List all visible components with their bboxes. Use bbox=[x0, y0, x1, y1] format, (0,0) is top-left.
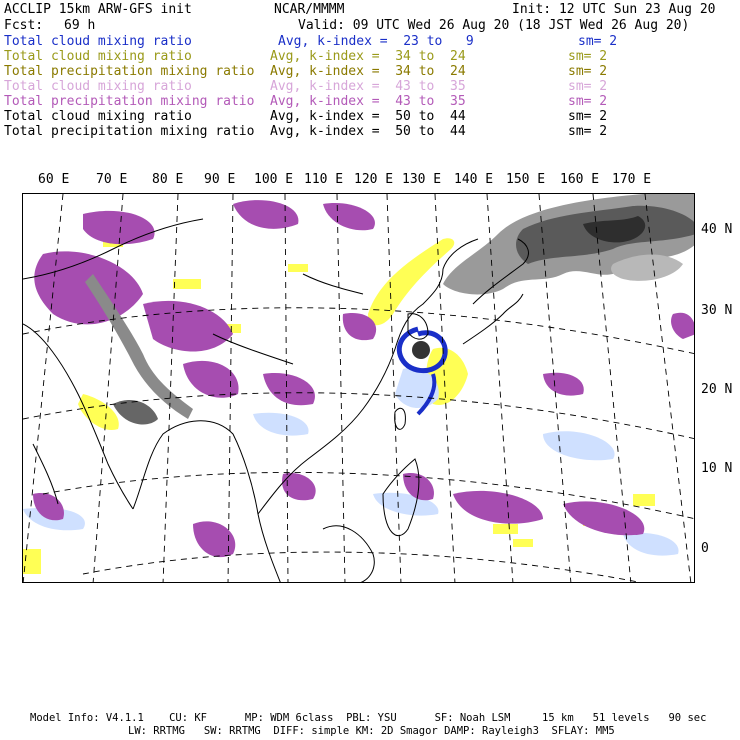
map-canvas bbox=[23, 194, 695, 583]
lon-label: 110 E bbox=[304, 172, 344, 187]
lon-label: 70 E bbox=[96, 172, 128, 187]
lon-label: 130 E bbox=[402, 172, 442, 187]
legend-avg: Avg, k-index = 23 to 9 bbox=[278, 34, 474, 49]
init-time: Init: 12 UTC Sun 23 Aug 20 bbox=[512, 2, 716, 17]
legend-sm: sm= 2 bbox=[578, 34, 618, 49]
lon-label: 80 E bbox=[152, 172, 184, 187]
legend-sm: sm= 2 bbox=[568, 124, 608, 139]
legend-avg: Avg, k-index = 43 to 35 bbox=[270, 94, 466, 109]
lon-label: 60 E bbox=[38, 172, 70, 187]
legend-field: Total cloud mixing ratio bbox=[4, 79, 192, 94]
forecast-label: Fcst: bbox=[4, 18, 44, 33]
lat-label: 0 bbox=[701, 541, 709, 556]
lon-label: 100 E bbox=[254, 172, 294, 187]
legend-sm: sm= 2 bbox=[568, 49, 608, 64]
lon-label: 170 E bbox=[612, 172, 652, 187]
lat-label: 20 N bbox=[701, 382, 733, 397]
valid-time: Valid: 09 UTC Wed 26 Aug 20 (18 JST Wed 26 Aug 20) bbox=[298, 18, 690, 33]
legend-avg: Avg, k-index = 50 to 44 bbox=[270, 124, 466, 139]
lon-label: 120 E bbox=[354, 172, 394, 187]
model-info-line1: Model Info: V4.1.1 CU: KF MP: WDM 6class PBL: YSU SF: Noah LSM 15 km 51 levels 90 sec bbox=[30, 712, 707, 724]
org-label: NCAR/MMMM bbox=[274, 2, 345, 17]
legend-sm: sm= 2 bbox=[568, 79, 608, 94]
legend-sm: sm= 2 bbox=[568, 94, 608, 109]
cloud-gray-india bbox=[113, 400, 158, 424]
lon-label: 150 E bbox=[506, 172, 546, 187]
model-info-line2: LW: RRTMG SW: RRTMG DIFF: simple KM: 2D Smagor DAMP: Rayleigh3 SFLAY: MM5 bbox=[128, 725, 615, 737]
legend-field: Total precipitation mixing ratio bbox=[4, 64, 255, 79]
legend-field: Total cloud mixing ratio bbox=[4, 34, 192, 49]
model-title: ACCLIP 15km ARW-GFS init bbox=[4, 2, 192, 17]
cloud-light-blue bbox=[23, 368, 679, 556]
legend-field: Total cloud mixing ratio bbox=[4, 49, 192, 64]
legend-field: Total cloud mixing ratio bbox=[4, 109, 192, 124]
legend-sm: sm= 2 bbox=[568, 64, 608, 79]
lat-label: 30 N bbox=[701, 303, 733, 318]
map-panel bbox=[22, 193, 695, 583]
legend-avg: Avg, k-index = 43 to 35 bbox=[270, 79, 466, 94]
lat-label: 40 N bbox=[701, 222, 733, 237]
legend-avg: Avg, k-index = 34 to 24 bbox=[270, 49, 466, 64]
lon-label: 90 E bbox=[204, 172, 236, 187]
legend-field: Total precipitation mixing ratio bbox=[4, 124, 255, 139]
lon-label: 160 E bbox=[560, 172, 600, 187]
lat-label: 10 N bbox=[701, 461, 733, 476]
legend-sm: sm= 2 bbox=[568, 109, 608, 124]
legend-avg: Avg, k-index = 34 to 24 bbox=[270, 64, 466, 79]
cloud-mass-gray bbox=[443, 194, 695, 294]
forecast-hours: 69 h bbox=[64, 18, 96, 33]
lon-label: 140 E bbox=[454, 172, 494, 187]
legend-field: Total precipitation mixing ratio bbox=[4, 94, 255, 109]
legend-avg: Avg, k-index = 50 to 44 bbox=[270, 109, 466, 124]
